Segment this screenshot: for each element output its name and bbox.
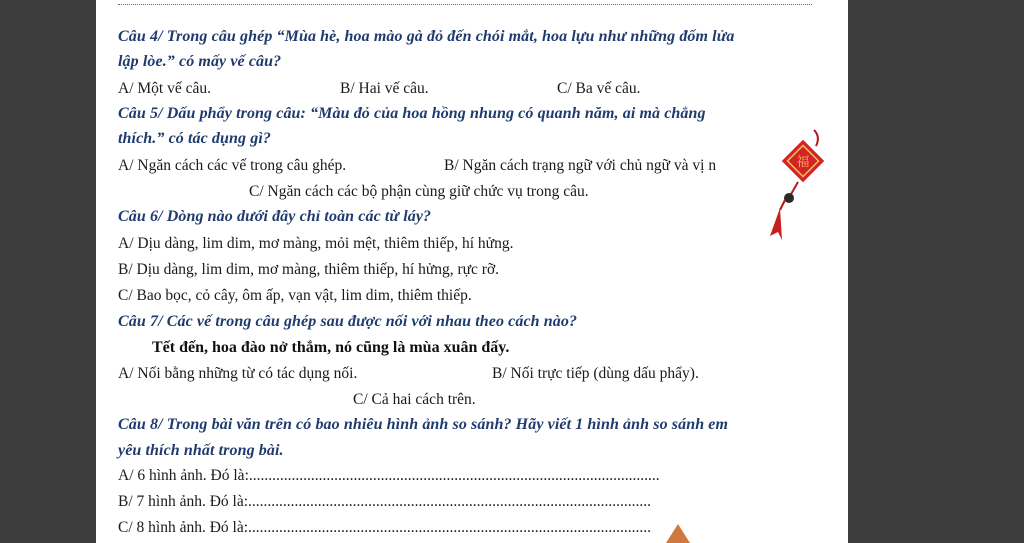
lucky-knot-decoration — [758, 128, 838, 243]
question-8-option-b-label: B/ 7 hình ảnh. Đó là: — [118, 493, 249, 510]
question-7-option-a: A/ Nối bằng những từ có tác dụng nối. — [118, 365, 358, 382]
question-6-option-c: C/ Bao bọc, cỏ cây, ôm ấp, vạn vật, lim dim, thiêm thiếp. — [118, 287, 472, 304]
question-4-text-line2: lập lòe.” có mấy vế câu? — [118, 53, 282, 70]
question-7-option-c: C/ Cả hai cách trên. — [353, 391, 476, 408]
question-6-text: Câu 6/ Dòng nào dưới đây chỉ toàn các từ láy? — [118, 208, 432, 225]
answer-dotted-line-b: ........................................................................................................ — [248, 493, 652, 510]
top-dotted-line — [118, 4, 812, 5]
question-8-option-c — [118, 519, 651, 537]
question-8-option-a-label: A/ 6 hình ảnh. Đó là: — [118, 467, 249, 484]
question-8-option-a — [118, 467, 660, 485]
question-6-option-a: A/ Dịu dàng, lim dim, mơ màng, mỏi mệt, thiêm thiếp, hí hửng. — [118, 235, 514, 252]
question-8-option-b — [118, 493, 651, 511]
question-4-option-a: A/ Một vế câu. — [118, 80, 211, 97]
question-7-text: Câu 7/ Các vế trong câu ghép sau được nối với nhau theo cách nào? — [118, 313, 578, 330]
answer-dotted-line-c: ........................................................................................................ — [248, 519, 652, 536]
question-6-option-b: B/ Dịu dàng, lim dim, mơ màng, thiêm thiếp, hí hửng, rực rỡ. — [118, 261, 500, 278]
fu-character: 福 — [796, 155, 810, 170]
question-5-option-b: B/ Ngăn cách trạng ngữ với chủ ngữ và vị n — [444, 157, 717, 174]
question-7-option-b: B/ Nối trực tiếp (dùng dấu phẩy). — [492, 365, 699, 382]
pen-tip-mark — [664, 520, 694, 543]
question-8-option-c-label: C/ 8 hình ảnh. Đó là: — [118, 519, 249, 536]
question-5-option-a: A/ Ngăn cách các vế trong câu ghép. — [118, 157, 347, 174]
question-5-option-c: C/ Ngăn cách các bộ phận cùng giữ chức vụ trong câu. — [249, 183, 589, 200]
document-page — [96, 0, 848, 543]
question-4-text-line1: Câu 4/ Trong câu ghép “Mùa hè, hoa mào gà đỏ đến chói mắt, hoa lựu như những đốm lửa — [118, 28, 735, 45]
question-4-option-c: C/ Ba vế câu. — [557, 80, 641, 97]
question-4-option-b: B/ Hai vế câu. — [340, 80, 429, 97]
question-5-text-line2: thích.” có tác dụng gì? — [118, 130, 271, 147]
question-5-text-line1: Câu 5/ Dấu phẩy trong câu: “Màu đỏ của hoa hồng nhung có quanh năm, ai mà chẳng — [118, 105, 706, 122]
question-7-example-sentence: Tết đến, hoa đào nở thắm, nó cũng là mùa xuân đấy. — [152, 339, 510, 356]
question-8-text-line1: Câu 8/ Trong bài văn trên có bao nhiêu hình ảnh so sánh? Hãy viết 1 hình ảnh so sánh em — [118, 416, 729, 433]
question-8-text-line2: yêu thích nhất trong bài. — [118, 442, 284, 459]
answer-dotted-line-a: .......................................................................................................... — [248, 467, 660, 484]
